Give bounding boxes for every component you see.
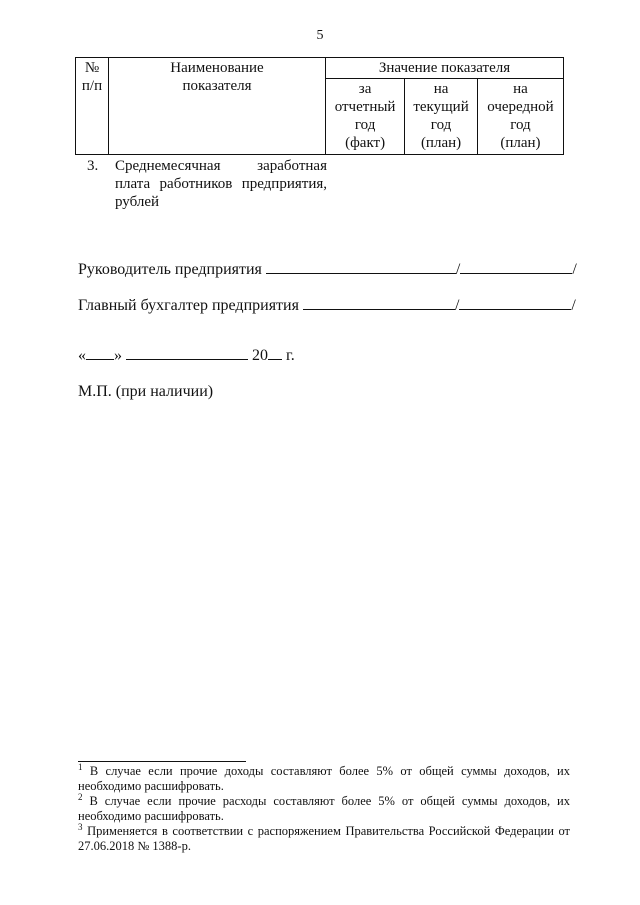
month-field[interactable] <box>126 345 248 360</box>
subheader-current-label: на текущий год (план) <box>413 81 469 151</box>
indicators-table <box>75 57 564 155</box>
header-value-label: Значение показателя <box>378 60 511 76</box>
header-value <box>326 58 564 79</box>
slash: / <box>571 297 576 314</box>
footnotes <box>78 761 570 854</box>
accountant-signature-field[interactable] <box>303 295 455 310</box>
accountant-label: Главный бухгалтер предприятия <box>78 297 299 314</box>
date-open-quote: « <box>78 347 86 364</box>
year-suffix: г. <box>282 347 295 364</box>
accountant-signature-line <box>78 295 576 315</box>
day-field[interactable] <box>86 345 114 360</box>
footnote-mark: 1 <box>78 761 83 772</box>
header-number <box>76 58 109 155</box>
footnote-divider <box>78 761 246 762</box>
subheader-fact <box>326 79 405 155</box>
footnote-text: В случае если прочие доходы составляют более 5% от общей суммы доходов, их необходимо расшифровать. <box>78 764 570 793</box>
footnote-2 <box>78 791 570 824</box>
subheader-next <box>477 79 563 155</box>
year-prefix: 20 <box>252 347 268 364</box>
subheader-next-label: на очередной год (план) <box>487 81 554 151</box>
footnote-text: Применяется в соответствии с распоряжением Правительства Российской Федерации от 27.06.2018 № 1388-р. <box>78 824 570 853</box>
header-name <box>109 58 326 155</box>
year-field[interactable] <box>268 345 282 360</box>
head-name-field[interactable] <box>460 259 572 274</box>
page-number: 5 <box>316 28 324 43</box>
slash: / <box>454 297 460 314</box>
footnote-text: В случае если прочие расходы составляют более 5% от общей суммы доходов, их необходимо расшифровать. <box>78 794 570 823</box>
head-label: Руководитель предприятия <box>78 261 262 278</box>
header-number-label: № п/п <box>81 60 103 94</box>
footnote-3 <box>78 821 570 854</box>
stamp-label: М.П. (при наличии) <box>78 383 214 400</box>
slash: / <box>455 261 461 278</box>
subheader-fact-label: за отчетный год (факт) <box>334 81 396 151</box>
date-close-quote: » <box>114 347 122 364</box>
date-line <box>78 345 295 365</box>
slash: / <box>572 261 577 278</box>
footnote-1 <box>78 761 570 794</box>
head-signature-field[interactable] <box>266 259 456 274</box>
row-name: Среднемесячная заработная плата работников предприятия, рублей <box>115 158 327 210</box>
accountant-name-field[interactable] <box>459 295 571 310</box>
row-number: 3. <box>87 158 99 174</box>
header-name-label: Наименование показателя <box>170 60 264 94</box>
subheader-current <box>405 79 478 155</box>
footnote-mark: 3 <box>78 821 83 832</box>
head-signature-line <box>78 259 577 279</box>
footnote-mark: 2 <box>78 791 83 802</box>
